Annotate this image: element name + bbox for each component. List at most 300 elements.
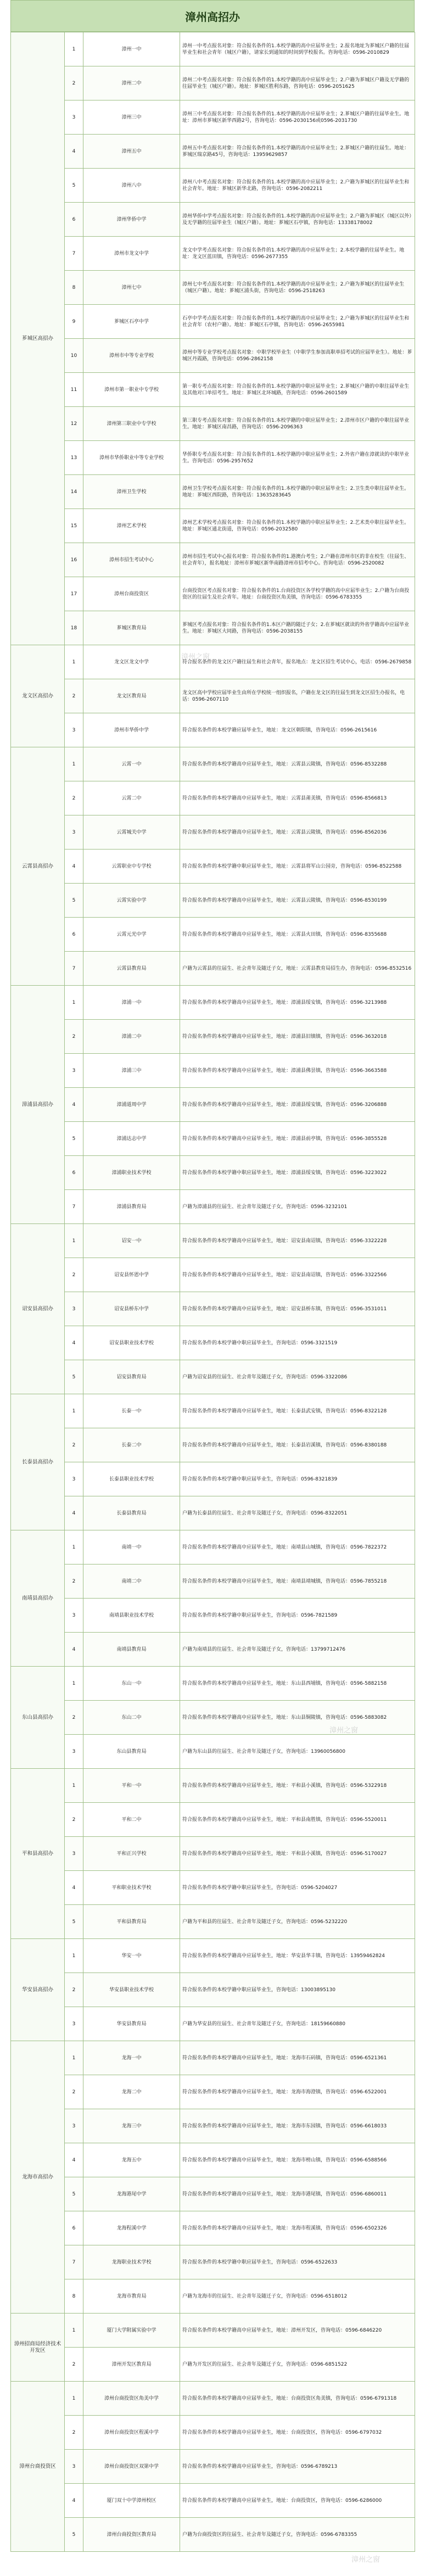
school-name: 华安一中: [83, 1939, 180, 1973]
registration-info: 符合报名条件的本校学籍高中应届毕业生，地址：华安县华丰镇，咨询电话：13959462824: [180, 1939, 415, 1973]
registration-info: 户籍为云霄县的往届生、社会青年及随迁子女，地址：云霄县教育局招生办，咨询电话：0596-8532516: [180, 952, 415, 986]
school-name: 云霄职业中专学校: [83, 850, 180, 884]
school-name: 龙海五中: [83, 2143, 180, 2177]
table-row: [11, 1054, 415, 1088]
row-number: 6: [65, 203, 83, 237]
row-number: 1: [65, 645, 83, 679]
row-number: 3: [65, 1054, 83, 1088]
row-number: 1: [65, 2041, 83, 2075]
school-name: 漳州市招生考试中心: [83, 543, 180, 577]
row-number: 5: [65, 1122, 83, 1156]
school-name: 长泰二中: [83, 1428, 180, 1462]
table-row: [11, 2109, 415, 2143]
registration-info: 符合报名条件的本校学籍高中应届毕业生，地址：漳浦县绥安镇，咨询电话：0596-3206888: [180, 1088, 415, 1122]
region-name: 芗城区高招办: [11, 32, 65, 645]
row-number: 1: [65, 32, 83, 66]
table-row: [11, 781, 415, 815]
table-row: [11, 2382, 415, 2416]
row-number: 5: [65, 884, 83, 918]
registration-info: 符合报名条件的本校学籍应届毕业生，地址：龙文区朝阳镇，咨询电话：0596-2615616: [180, 713, 415, 747]
registration-info: 符合报名条件的本校学籍高中应届毕业生，地址：漳浦县前亭镇，咨询电话：0596-3855528: [180, 1122, 415, 1156]
region-name: 平和县高招办: [11, 1769, 65, 1939]
registration-info: 符合报名条件的本校学籍高中应届毕业生，地址：南靖县山城镇，咨询电话：0596-7822372: [180, 1530, 415, 1564]
school-name: 龙海程溪中学: [83, 2211, 180, 2245]
school-name: 漳州台商投资区角美中学: [83, 2382, 180, 2416]
row-number: 7: [65, 237, 83, 271]
table-row: [11, 543, 415, 577]
registration-info: 户籍为开发区的往届生、社会青年及随迁子女，咨询电话：0596-6851522: [180, 2348, 415, 2382]
school-name: 漳州八中: [83, 169, 180, 203]
table-row: [11, 2279, 415, 2314]
row-number: 2: [65, 1020, 83, 1054]
row-number: 4: [65, 135, 83, 169]
table-row: [11, 339, 415, 373]
table-row: [11, 203, 415, 237]
region-name: 漳州台商投资区: [11, 2382, 65, 2552]
row-number: 4: [65, 850, 83, 884]
registration-info: 符合报名条件的本校学籍高中应届毕业生，地址：云霄县云陵镇，咨询电话：0596-8530199: [180, 884, 415, 918]
watermark: 漳州之窗: [329, 1726, 359, 1735]
row-number: 4: [65, 2484, 83, 2518]
row-number: 2: [65, 1803, 83, 1837]
row-number: 4: [65, 1496, 83, 1530]
table-row: [11, 2484, 415, 2518]
table-row: [11, 271, 415, 305]
school-name: 诏安县怀恩中学: [83, 1258, 180, 1292]
registration-info: 符合报名条件的本校学籍中职应届毕业生，地址：云霄县将军山公园旁，咨询电话：0596-8522588: [180, 850, 415, 884]
school-name: 漳浦一中: [83, 986, 180, 1020]
table-row: [11, 1360, 415, 1394]
row-number: 5: [65, 1360, 83, 1394]
table-row: [11, 1599, 415, 1633]
school-name: 漳州一中: [83, 32, 180, 66]
row-number: 3: [65, 1292, 83, 1326]
region-name: 漳州招商局经济技术开发区: [11, 2314, 65, 2382]
row-number: 1: [65, 747, 83, 781]
registration-info: 符合报名条件的本校学籍高中应届毕业生，地址：台商投资区，咨询电话：0596-6797032: [180, 2416, 415, 2450]
school-name: 龙海一中: [83, 2041, 180, 2075]
row-number: 17: [65, 577, 83, 611]
registration-info: 龙文中学考点报名对象：符合报名条件的1.本校学籍的高中应届毕业生；2.本校学籍的往届毕业生。地址：龙文区蓝田镇，咨询电话：0596-2677355: [180, 237, 415, 271]
table-row: [11, 169, 415, 203]
school-name: 漳州台商投资区: [83, 577, 180, 611]
registration-info: 台商投资区考点报名对象：符合报名条件的1.台商投资区各学校学籍的高中应届毕业生；2.户籍为台商投资区的往届生及社会青年。地址：台商投资区角美镇，咨询电话：0596-6783355: [180, 577, 415, 611]
school-name: 漳州七中: [83, 271, 180, 305]
table-row: [11, 1973, 415, 2007]
table-row: [11, 2348, 415, 2382]
row-number: 1: [65, 1667, 83, 1701]
row-number: 2: [65, 66, 83, 100]
row-number: 7: [65, 1190, 83, 1224]
region-name: 云霄县高招办: [11, 747, 65, 986]
row-number: 2: [65, 1258, 83, 1292]
school-name: 云霄城关中学: [83, 815, 180, 850]
row-number: 14: [65, 475, 83, 509]
table-row: [11, 713, 415, 747]
table-row: [11, 407, 415, 441]
table-row: [11, 373, 415, 407]
region-name: 诏安县高招办: [11, 1224, 65, 1394]
row-number: 2: [65, 1428, 83, 1462]
registration-info: 符合报名条件的本校学籍高中应届毕业生，地址：漳州开发区，咨询电话：0596-6846220: [180, 2314, 415, 2348]
row-number: 3: [65, 100, 83, 135]
table-row: [11, 1769, 415, 1803]
school-name: 龙海职业技术学校: [83, 2245, 180, 2279]
school-name: 东山县教育局: [83, 1735, 180, 1769]
table-row: [11, 2075, 415, 2109]
row-number: 4: [65, 2143, 83, 2177]
page-title: 漳州高招办: [10, 0, 415, 32]
row-number: 4: [65, 1088, 83, 1122]
school-name: 漳州市华侨中学: [83, 713, 180, 747]
table-row: [11, 1292, 415, 1326]
region-name: 长泰县高招办: [11, 1394, 65, 1530]
row-number: 12: [65, 407, 83, 441]
table-row: [11, 986, 415, 1020]
table-row: [11, 884, 415, 918]
school-name: 厦门大学附属实验中学: [83, 2314, 180, 2348]
school-name: 诏安县职业技术学校: [83, 1326, 180, 1360]
row-number: 5: [65, 1905, 83, 1939]
registration-info: 户籍为平和县的往届生、社会青年及随迁子女，咨询电话：0596-5232220: [180, 1905, 415, 1939]
row-number: 2: [65, 1701, 83, 1735]
school-name: 漳浦二中: [83, 1020, 180, 1054]
registration-info: 漳州三中考点报名对象：符合报名条件的1.本校学籍的高中应届毕业生；2.芗城区户籍的往届毕业生。地址：漳州市芗城区新华西路2号，咨询电话：0596-2030156或0596-2031730: [180, 100, 415, 135]
row-number: 3: [65, 713, 83, 747]
row-number: 1: [65, 1394, 83, 1428]
registration-info: 符合报名条件的本校学籍高中应届毕业生，地址：长泰县岩溪镇，咨询电话：0596-8380188: [180, 1428, 415, 1462]
table-row: [11, 747, 415, 781]
registration-info: 符合报名条件的本校学籍高中应届毕业生，地址：南靖县靖城镇，咨询电话：0596-7855218: [180, 1564, 415, 1599]
school-name: 漳州台商投资区教育局: [83, 2518, 180, 2552]
school-name: 漳州市中等专业学校: [83, 339, 180, 373]
registration-info: 漳州市招生考试中心报名对象：符合报名条件的1.港澳台考生；2.户籍在漳州市区的非在校生（往届生、社会青年），报名地址：漳州市芗城区新华南路漳州市招考中心。咨询电话：0596-2520082: [180, 543, 415, 577]
registration-info: 符合报名条件的本校学籍高中应届毕业生，地址：漳浦县绥安镇，咨询电话：0596-3213988: [180, 986, 415, 1020]
school-name: 漳浦道周中学: [83, 1088, 180, 1122]
school-name: 厦门双十中学漳州校区: [83, 2484, 180, 2518]
school-name: 漳浦三中: [83, 1054, 180, 1088]
registration-info: 符合报名条件的本校学籍中职应届毕业生，咨询电话：13003895130: [180, 1973, 415, 2007]
school-name: 南靖一中: [83, 1530, 180, 1564]
table-row: [11, 32, 415, 66]
row-number: 3: [65, 1735, 83, 1769]
registration-info: 华侨职专考点报名对象：符合报名条件的1.本校学籍的中职应届毕业生；2.外省户籍在漳就读的中职毕业生。咨询电话：0596-2957652: [180, 441, 415, 475]
registration-info: 符合报名条件的本校学籍高中应届毕业生，地址：平和县小溪镇，咨询电话：0596-5170027: [180, 1837, 415, 1871]
registration-info: 符合报名条件的本校学籍高中应届毕业生，地址：长泰县武安镇，咨询电话：0596-8322128: [180, 1394, 415, 1428]
school-name: 漳州卫生学校: [83, 475, 180, 509]
table-row: [11, 1428, 415, 1462]
school-name: 龙海二中: [83, 2075, 180, 2109]
school-name: 龙海三中: [83, 2109, 180, 2143]
school-name: 漳州开发区教育局: [83, 2348, 180, 2382]
row-number: 3: [65, 815, 83, 850]
school-name: 龙海市教育局: [83, 2279, 180, 2314]
registration-info: 符合报名条件的本校学籍高中应届毕业生，地址：云霄县云陵镇，咨询电话：0596-8562036: [180, 815, 415, 850]
registration-info: 符合报名条件的本校学籍中职应届毕业生，地址：漳浦县绥安镇，咨询电话：0596-3223022: [180, 1156, 415, 1190]
table-row: [11, 1156, 415, 1190]
registration-info: 符合报名条件的本校学籍高中应届毕业生，地址：诏安县桥东镇，咨询电话：0596-3531011: [180, 1292, 415, 1326]
row-number: 4: [65, 1871, 83, 1905]
table-row: [11, 1394, 415, 1428]
table-row: [11, 1667, 415, 1701]
registration-info: 漳州华侨中学考点报名对象：符合报名条件的1.本校学籍的高中应届毕业生；2.户籍为芗城区（城区以外）及无学籍的往届毕业生（城区户籍）。地址：芗城区石亭镇，咨询电话：13338178002: [180, 203, 415, 237]
table-row: [11, 1496, 415, 1530]
table-row: [11, 2450, 415, 2484]
row-number: 11: [65, 373, 83, 407]
watermark: 漳州之窗: [351, 2556, 381, 2564]
registration-table: [10, 32, 415, 2552]
school-name: 诏安县教育局: [83, 1360, 180, 1394]
table-row: [11, 100, 415, 135]
registration-info: 符合报名条件的本校学籍高中应届毕业生，地址：龙海市东园镇，咨询电话：0596-6618033: [180, 2109, 415, 2143]
table-row: [11, 1020, 415, 1054]
table-row: [11, 1633, 415, 1667]
registration-info: 符合报名条件的本校学籍高中应届毕业生，地址：平和县南胜镇，咨询电话：0596-5520011: [180, 1803, 415, 1837]
row-number: 13: [65, 441, 83, 475]
row-number: 5: [65, 2177, 83, 2211]
registration-info: 漳州八中考点报名对象：符合报名条件的1.本校学籍的高中应届毕业生；2.户籍为芗城区的往届毕业生和社会青年。地址：芗城区新华北路，咨询电话：0596-2082211: [180, 169, 415, 203]
registration-info: 户籍为龙海市的往届生、社会青年及随迁子女，咨询电话：0596-6518012: [180, 2279, 415, 2314]
row-number: 16: [65, 543, 83, 577]
table-row: [11, 1905, 415, 1939]
table-row: [11, 66, 415, 100]
row-number: 1: [65, 1224, 83, 1258]
school-name: 漳州五中: [83, 135, 180, 169]
row-number: 6: [65, 2211, 83, 2245]
school-name: 漳州台商投资区程溪中学: [83, 2416, 180, 2450]
registration-info: 户籍为南靖县的往届生、社会青年及随迁子女，咨询电话：13799712476: [180, 1633, 415, 1667]
registration-info: 符合报名条件的本校学籍中职应届毕业生，咨询电话：0596-5204027: [180, 1871, 415, 1905]
registration-info: 符合报名条件的本校学籍高中应届毕业生，地址：龙海市榜山镇，咨询电话：0596-6588566: [180, 2143, 415, 2177]
region-name: 龙文区高招办: [11, 645, 65, 747]
school-name: 龙海港尾中学: [83, 2177, 180, 2211]
registration-info: 符合报名条件的本校学籍高中应届毕业生，地址：云霄县火田镇，咨询电话：0596-8355688: [180, 918, 415, 952]
table-row: [11, 1564, 415, 1599]
row-number: 5: [65, 169, 83, 203]
table-row: [11, 135, 415, 169]
school-name: 长泰县职业技术学校: [83, 1462, 180, 1496]
registration-info: 符合报名条件的本校学籍高中应届毕业生，地址：平和县小溪镇，咨询电话：0596-5322918: [180, 1769, 415, 1803]
table-row: [11, 441, 415, 475]
page: [10, 0, 415, 2552]
registration-info: 户籍为长泰县的往届生、社会青年及随迁子女，咨询电话：0596-8322051: [180, 1496, 415, 1530]
registration-info: 漳州五中考点报名对象：符合报名条件的1.本校学籍的高中应届毕业生；2.芗城区户籍的往届生。地址：芗城区瑞京路45号，咨询电话：13959629857: [180, 135, 415, 169]
school-name: 漳州市华侨职业中等专业学校: [83, 441, 180, 475]
region-name: 华安县高招办: [11, 1939, 65, 2041]
registration-info: 漳州中等专业学校考点报名对象：中职学校毕业生（中职学生参加高职单招考试的应届毕业生）。地址：芗城区丹霞路，咨询电话：0596-2862158: [180, 339, 415, 373]
school-name: 南靖二中: [83, 1564, 180, 1599]
school-name: 平和职业技术学校: [83, 1871, 180, 1905]
row-number: 2: [65, 2075, 83, 2109]
registration-info: 符合报名条件的本校学籍高中应届毕业生，地址：云霄县莆美镇，咨询电话：0596-8566813: [180, 781, 415, 815]
table-row: [11, 509, 415, 543]
row-number: 1: [65, 1939, 83, 1973]
table-row: [11, 1190, 415, 1224]
row-number: 8: [65, 2279, 83, 2314]
registration-info: 第三职专考点报名对象：符合报名条件的1.本校学籍的中职应届毕业生；2.漳州市区户籍的中职往届毕业生。地址：芗城区南昌路，咨询电话：0596-2096363: [180, 407, 415, 441]
table-row: [11, 1735, 415, 1769]
row-number: 4: [65, 1326, 83, 1360]
school-name: 龙文区龙文中学: [83, 645, 180, 679]
table-row: [11, 1326, 415, 1360]
registration-info: 漳州一中考点报名对象：符合报名条件的1.本校学籍的高中应届毕业生；2.报名地址为芗城区户籍的往届毕业生和社会青年（城区户籍），请家长到通知的时间到学校报名。咨询电话：0596-2010829: [180, 32, 415, 66]
registration-info: 符合报名条件的本校学籍高中应届毕业生，地址：龙海市程溪镇，咨询电话：0596-6502326: [180, 2211, 415, 2245]
school-name: 华安县教育局: [83, 2007, 180, 2041]
registration-info: 漳州艺术学校考点报名对象：符合报名条件的1.本校学籍的中职应届毕业生；2.艺术类中职往届毕业生。地址：芗城区通北街道，咨询电话：0596-2032580: [180, 509, 415, 543]
region-name: 龙海市高招办: [11, 2041, 65, 2314]
row-number: 1: [65, 2382, 83, 2416]
school-name: 云霄一中: [83, 747, 180, 781]
row-number: 1: [65, 2314, 83, 2348]
registration-info: 符合报名条件的本校学籍高中应届毕业生，咨询电话：0596-6789213: [180, 2450, 415, 2484]
table-row: [11, 475, 415, 509]
registration-info: 符合报名条件的本校学籍中职应届毕业生，咨询电话：0596-8321839: [180, 1462, 415, 1496]
school-name: 南靖县教育局: [83, 1633, 180, 1667]
table-row: [11, 952, 415, 986]
table-row: [11, 2245, 415, 2279]
table-row: [11, 2211, 415, 2245]
registration-info: 符合报名条件的本校学籍高中应届毕业生，地址：诏安县南诏镇，咨询电话：0596-3322228: [180, 1224, 415, 1258]
school-name: 云霄实验中学: [83, 884, 180, 918]
row-number: 2: [65, 2416, 83, 2450]
registration-info: 符合报名条件的本校学籍高中应届毕业生，地址：台商投资区角美镇，咨询电话：0596-6791318: [180, 2382, 415, 2416]
school-name: 长泰县教育局: [83, 1496, 180, 1530]
school-name: 漳浦县教育局: [83, 1190, 180, 1224]
table-row: [11, 1837, 415, 1871]
school-name: 漳浦达志中学: [83, 1122, 180, 1156]
region-name: 漳浦县高招办: [11, 986, 65, 1224]
row-number: 15: [65, 509, 83, 543]
school-name: 平和一中: [83, 1769, 180, 1803]
registration-info: 符合报名条件的本校学籍高中应届毕业生，地址：龙海市海澄镇，咨询电话：0596-6522001: [180, 2075, 415, 2109]
table-row: [11, 850, 415, 884]
row-number: 10: [65, 339, 83, 373]
registration-info: 户籍为华安县的往届生、社会青年及随迁子女，咨询电话：18159660880: [180, 2007, 415, 2041]
registration-info: 符合报名条件的本校学籍高中应届毕业生，地址：龙海市港尾镇，咨询电话：0596-6860011: [180, 2177, 415, 2211]
school-name: 诏安一中: [83, 1224, 180, 1258]
school-name: 东山二中: [83, 1701, 180, 1735]
row-number: 3: [65, 1837, 83, 1871]
registration-info: 符合报名条件的龙文区户籍往届生和社会青年，报名地点：龙文区招生考试中心，电话：0596-2679858: [180, 645, 415, 679]
registration-info: 龙文区高中学校应届毕业生由所在学校统一组织报名，户籍在龙文区的往届生到龙文区招生办报名，电话：0596-2607110: [180, 679, 415, 713]
table-row: [11, 918, 415, 952]
table-row: [11, 2177, 415, 2211]
table-row: [11, 1530, 415, 1564]
row-number: 3: [65, 2109, 83, 2143]
row-number: 3: [65, 1599, 83, 1633]
table-row: [11, 679, 415, 713]
table-row: [11, 1462, 415, 1496]
row-number: 2: [65, 781, 83, 815]
school-name: 漳浦职业技术学校: [83, 1156, 180, 1190]
school-name: 芗城区石亭中学: [83, 305, 180, 339]
row-number: 9: [65, 305, 83, 339]
school-name: 漳州华侨中学: [83, 203, 180, 237]
school-name: 漳州第三职业中专学校: [83, 407, 180, 441]
school-name: 漳州艺术学校: [83, 509, 180, 543]
row-number: 6: [65, 918, 83, 952]
school-name: 平和正兴学校: [83, 1837, 180, 1871]
school-name: 长泰一中: [83, 1394, 180, 1428]
table-row: [11, 1803, 415, 1837]
registration-info: 符合报名条件的本校学籍高中应届毕业生，地址：云霄县云陵镇，咨询电话：0596-8532288: [180, 747, 415, 781]
row-number: 6: [65, 1156, 83, 1190]
school-name: 平和县教育局: [83, 1905, 180, 1939]
table-row: [11, 577, 415, 611]
registration-info: 符合报名条件的本校学籍高中应届毕业生，地址：东山县铜陵镇，咨询电话：0596-5883082: [180, 1701, 415, 1735]
school-name: 漳州市龙文中学: [83, 237, 180, 271]
school-name: 龙文区教育局: [83, 679, 180, 713]
region-name: 东山县高招办: [11, 1667, 65, 1769]
row-number: 4: [65, 1633, 83, 1667]
school-name: 漳州二中: [83, 66, 180, 100]
registration-info: 户籍为东山县的往届生、社会青年及随迁子女，咨询电话：13960056800: [180, 1735, 415, 1769]
watermark: 漳州之窗: [181, 653, 210, 661]
table-row: [11, 2518, 415, 2552]
school-name: 华安县职业技术学校: [83, 1973, 180, 2007]
school-name: 漳州三中: [83, 100, 180, 135]
row-number: 1: [65, 1769, 83, 1803]
table-row: [11, 1939, 415, 1973]
table-row: [11, 305, 415, 339]
table-row: [11, 1258, 415, 1292]
row-number: 2: [65, 1564, 83, 1599]
table-row: [11, 1871, 415, 1905]
school-name: 漳州市第一职业中专学校: [83, 373, 180, 407]
table-row: [11, 1224, 415, 1258]
table-row: [11, 2314, 415, 2348]
school-name: 东山一中: [83, 1667, 180, 1701]
table-row: [11, 2007, 415, 2041]
registration-info: 漳州二中考点报名对象：符合报名条件的1.本校学籍的高中应届毕业生；2.户籍为芗城区户籍及无学籍的往届毕业生（城区户籍）。地址：芗城区胜利东路，咨询电话：0596-2051625: [180, 66, 415, 100]
school-name: 云霄二中: [83, 781, 180, 815]
row-number: 1: [65, 986, 83, 1020]
row-number: 8: [65, 271, 83, 305]
row-number: 7: [65, 952, 83, 986]
registration-info: 符合报名条件的本校学籍中职应届毕业生，咨询电话：0596-3321519: [180, 1326, 415, 1360]
table-row: [11, 2416, 415, 2450]
table-row: [11, 237, 415, 271]
table-row: [11, 815, 415, 850]
school-name: 云霄元光中学: [83, 918, 180, 952]
registration-info: 符合报名条件的本校学籍高中应届毕业生，地址：台商投资区，咨询电话：0596-6286000: [180, 2484, 415, 2518]
registration-info: 符合报名条件的本校学籍高中应届毕业生，地址：漳浦县佛昙镇，咨询电话：0596-3663588: [180, 1054, 415, 1088]
school-name: 漳州台商投资区双第中学: [83, 2450, 180, 2484]
table-row: [11, 1122, 415, 1156]
registration-info: 户籍为诏安县的往届生、社会青年及随迁子女，咨询电话：0596-3322086: [180, 1360, 415, 1394]
row-number: 1: [65, 1530, 83, 1564]
registration-info: 符合报名条件的本校学籍高中应届毕业生，地址：龙海市石码镇，咨询电话：0596-6521361: [180, 2041, 415, 2075]
registration-info: 符合报名条件的本校学籍中职应届毕业生，咨询电话：0596-7821589: [180, 1599, 415, 1633]
school-name: 南靖县职业技术学校: [83, 1599, 180, 1633]
registration-info: 符合报名条件的本校学籍高中应届毕业生，地址：诏安县南诏镇，咨询电话：0596-3322566: [180, 1258, 415, 1292]
table-row: [11, 611, 415, 645]
registration-info: 漳州卫生学校考点报名对象：符合报名条件的1.本校学籍的中职应届毕业生；2.卫生类中职往届毕业生。地址：芗城区西院路，咨询电话：13635283645: [180, 475, 415, 509]
registration-info: 漳州七中考点报名对象：符合报名条件的1.本校学籍的高中应届毕业生；2.户籍为芗城区的往届毕业生（城区户籍）。地址：芗城区浦头街，咨询电话：0596-2518263: [180, 271, 415, 305]
table-row: [11, 2041, 415, 2075]
registration-info: 户籍为台商投资区的往届生、社会青年及随迁子女，咨询电话：0596-6783355: [180, 2518, 415, 2552]
school-name: 云霄县教育局: [83, 952, 180, 986]
registration-info: 芗城区考点报名对象：符合报名条件的1.本区户籍的随迁子女；2.在芗城区就读的外省学籍高中应届毕业生。地址：芗城区大同路，咨询电话：0596-2038155: [180, 611, 415, 645]
registration-info: 户籍为漳浦县的往届生、社会青年及随迁子女，咨询电话：0596-3232101: [180, 1190, 415, 1224]
row-number: 18: [65, 611, 83, 645]
registration-info: 第一职专考点报名对象：符合报名条件的1.本校学籍的中职应届毕业生；2.芗城区户籍的中职往届毕业生及其他对口单招考生。地址：芗城区北环城路，咨询电话：0596-2601589: [180, 373, 415, 407]
row-number: 3: [65, 2007, 83, 2041]
school-name: 诏安县桥东中学: [83, 1292, 180, 1326]
table-row: [11, 2143, 415, 2177]
row-number: 3: [65, 1462, 83, 1496]
table-row: [11, 645, 415, 679]
